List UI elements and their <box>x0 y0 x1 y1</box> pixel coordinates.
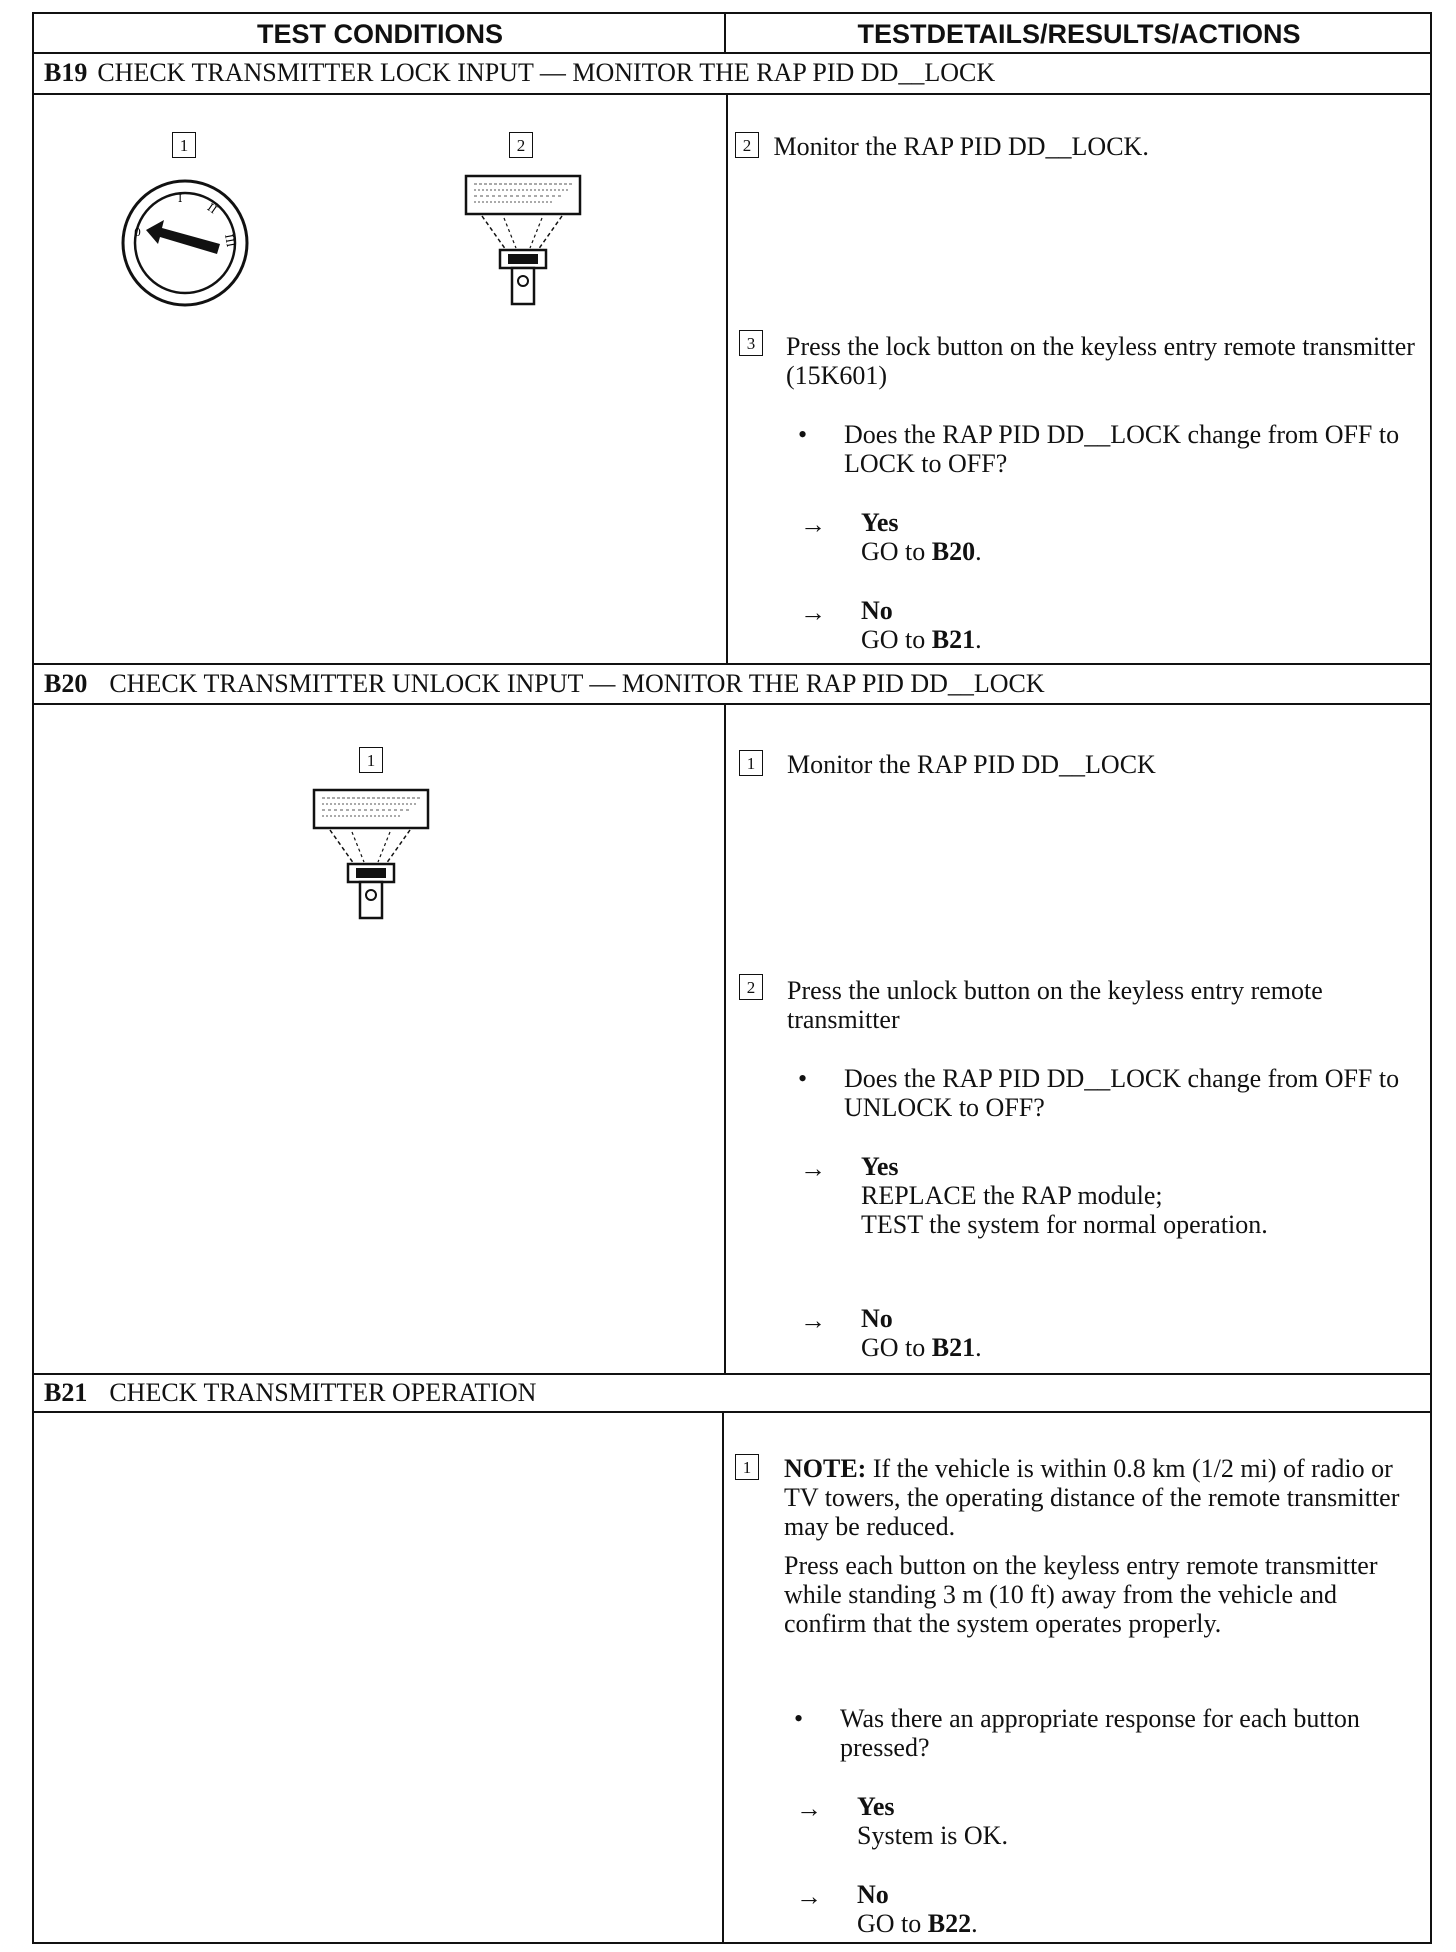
b20-no-result: No GO to B21. <box>861 1304 982 1362</box>
step-marker-1: 1 <box>359 747 383 773</box>
b20-step-2: 2 <box>739 974 763 1003</box>
bullet-icon: • <box>798 1064 808 1093</box>
svg-text:II: II <box>204 200 220 217</box>
b19-yes-result: Yes GO to B20. <box>861 508 982 566</box>
ignition-switch-icon <box>120 178 250 308</box>
b20-step-1: 1 <box>739 750 763 779</box>
column-divider <box>722 1413 724 1944</box>
b21-step-1-text: NOTE: If the vehicle is within 0.8 km (1/2 mi) of radio or TV towers, the operating distance of the remote transmitter may be reduced. Press each button on the keyless entry remote transmitter while standing 3 m (10 ft) away from the vehicle and confirm that the system operates properly. <box>784 1454 1400 1638</box>
row-divider <box>34 93 1430 95</box>
svg-text:III: III <box>222 233 238 249</box>
b21-no-result: No GO to B22. <box>857 1880 978 1938</box>
b21-yes-result: Yes System is OK. <box>857 1792 1008 1850</box>
row-divider <box>34 703 1430 705</box>
b19-step-2: 2 Monitor the RAP PID DD__LOCK. <box>735 132 1149 161</box>
b20-step-2-text: Press the unlock button on the keyless entry remote transmitter <box>787 976 1323 1034</box>
b20-yes-result: Yes REPLACE the RAP module; TEST the system for normal operation. <box>861 1152 1268 1239</box>
arrow-right-icon: → <box>800 1306 826 1335</box>
bullet-icon: • <box>794 1704 804 1733</box>
arrow-right-icon: → <box>796 1882 822 1911</box>
test-details-header: TESTDETAILS/RESULTS/ACTIONS <box>726 14 1432 54</box>
arrow-right-icon: → <box>800 1154 826 1183</box>
arrow-right-icon: → <box>800 510 826 539</box>
step-marker-1: 1 <box>172 132 196 158</box>
svg-text:I: I <box>178 192 183 205</box>
svg-text:0: 0 <box>134 226 141 239</box>
diagnostic-table <box>32 12 1432 1944</box>
b19-no-result: No GO to B21. <box>861 596 982 654</box>
step-marker-2: 2 <box>509 132 533 158</box>
bullet-icon: • <box>798 420 808 449</box>
b20-step-1-text: Monitor the RAP PID DD__LOCK <box>787 750 1156 779</box>
b20-question: Does the RAP PID DD__LOCK change from OFF to UNLOCK to OFF? <box>844 1064 1400 1122</box>
b19-step-3-text: Press the lock button on the keyless entry remote transmitter (15K601) <box>786 332 1415 390</box>
section-title-b19: B19 CHECK TRANSMITTER LOCK INPUT — MONITOR THE RAP PID DD__LOCK <box>44 58 996 87</box>
arrow-right-icon: → <box>800 598 826 627</box>
column-divider <box>724 705 726 1373</box>
b19-step-3: 3 <box>739 330 763 359</box>
b21-question: Was there an appropriate response for each button pressed? <box>840 1704 1360 1762</box>
scan-tool-icon <box>464 172 584 312</box>
column-divider <box>724 14 726 54</box>
column-divider <box>726 95 728 663</box>
test-conditions-header: TEST CONDITIONS <box>34 14 726 54</box>
section-title-b21: B21 CHECK TRANSMITTER OPERATION <box>44 1378 537 1407</box>
b21-step-1: 1 <box>735 1454 759 1483</box>
arrow-right-icon: → <box>796 1794 822 1823</box>
b19-question: Does the RAP PID DD__LOCK change from OFF to LOCK to OFF? <box>844 420 1400 478</box>
scan-tool-icon <box>312 786 432 926</box>
section-title-b20: B20 CHECK TRANSMITTER UNLOCK INPUT — MONITOR THE RAP PID DD__LOCK <box>44 669 1045 698</box>
